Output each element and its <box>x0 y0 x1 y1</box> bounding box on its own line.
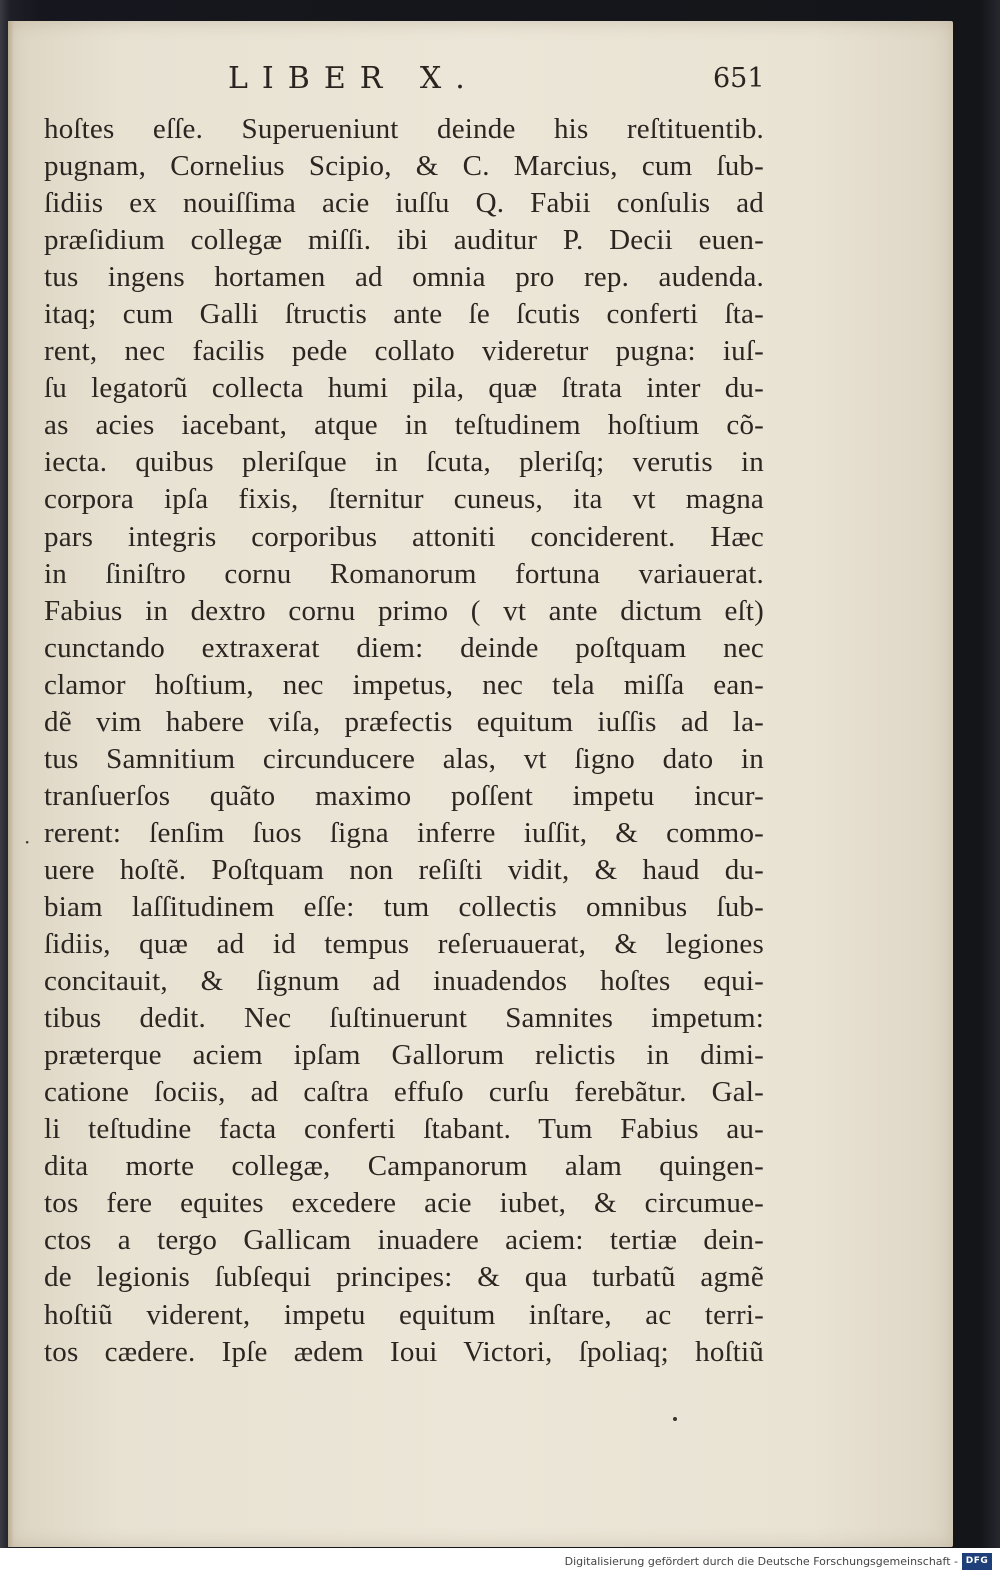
digitization-footer <box>0 1548 1000 1576</box>
margin-mark: · <box>24 830 31 854</box>
page-edge-shadow <box>8 21 14 1547</box>
text-line: de legionis ſubſequi principes: & qua turbatũ agmẽ <box>44 1261 764 1294</box>
text-line: ctos a tergo Gallicam inuadere aciem: tertiæ dein- <box>44 1224 764 1257</box>
text-line: hoſtes eſſe. Superueniunt deinde his reſtituentib. <box>44 113 764 145</box>
text-line: itaq; cum Galli ſtructis ante ſe ſcutis conferti ſta- <box>44 298 764 331</box>
text-line: ſidiis, quæ ad id tempus reſeruauerat, & legiones <box>44 928 764 961</box>
text-line: ſidiis ex nouiſſima acie iuſſu Q. Fabii conſulis ad <box>44 187 764 220</box>
text-line: concitauit, & ſignum ad inuadendos hoſtes equi- <box>44 965 764 998</box>
text-line: rerent: ſenſim ſuos ſigna inferre iuſſit, & commo- <box>44 816 764 849</box>
text-line: pars integris corporibus attoniti conciderent. Hæc <box>44 520 764 553</box>
funding-credit: Digitalisierung gefördert durch die Deutsche Forschungsgemeinschaft - <box>564 1555 958 1568</box>
text-line: pugnam, Cornelius Scipio, & C. Marcius, cum ſub- <box>44 150 764 183</box>
text-line: hoſtiũ viderent, impetu equitum inſtare, ac terri- <box>44 1298 764 1331</box>
text-line: tos cædere. Ipſe ædem Ioui Victori, ſpoliaq; hoſtiũ <box>44 1335 764 1368</box>
page-number: 651 <box>713 63 765 94</box>
body-text <box>44 111 764 1371</box>
text-line: tus ingens hortamen ad omnia pro rep. audenda. <box>44 261 764 294</box>
text-line: ſu legatorũ collecta humi pila, quæ ſtrata inter du- <box>44 372 764 405</box>
text-line: præſidium collegæ miſſi. ibi auditur P. Decii euen- <box>44 224 764 257</box>
ink-speck <box>673 1417 677 1421</box>
text-line: tus Samnitium circunducere alas, vt ſigno dato in <box>44 742 764 775</box>
text-line: as acies iacebant, atque in teſtudinem hoſtium cõ- <box>44 409 764 442</box>
text-line: præterque aciem ipſam Gallorum relictis in dimi- <box>44 1039 764 1072</box>
text-line: rent, nec facilis pede collato videretur pugna: iuſ- <box>44 335 764 368</box>
text-line: cunctando extraxerat diem: deinde poſtquam nec <box>44 631 764 664</box>
running-head-title: LIBER X. <box>228 61 479 96</box>
text-line: Fabius in dextro cornu primo ( vt ante dictum eſt) <box>44 594 764 627</box>
text-line: dẽ vim habere viſa, præfectis equitum iuſſis ad la- <box>44 705 764 738</box>
text-line: catione ſociis, ad caſtra effuſo curſu ferebãtur. Gal- <box>44 1076 764 1109</box>
book-page <box>8 21 953 1547</box>
text-line: li teſtudine facta conferti ſtabant. Tum Fabius au- <box>44 1113 764 1146</box>
text-line: tibus dedit. Nec ſuſtinuerunt Samnites impetum: <box>44 1002 764 1035</box>
text-line: iecta. quibus pleriſque in ſcuta, pleriſq; verutis in <box>44 446 764 479</box>
dfg-logo: DFG <box>962 1553 992 1570</box>
text-line: biam laſſitudinem eſſe: tum collectis omnibus ſub- <box>44 890 764 923</box>
text-line: in ſiniſtro cornu Romanorum fortuna variauerat. <box>44 557 764 590</box>
text-line: dita morte collegæ, Campanorum alam quingen- <box>44 1150 764 1183</box>
text-line: uere hoſtẽ. Poſtquam non reſiſti vidit, & haud du- <box>44 853 764 886</box>
running-head <box>8 61 953 101</box>
text-line: tos fere equites excedere acie iubet, & circumue- <box>44 1187 764 1220</box>
text-line: clamor hoſtium, nec impetus, nec tela miſſa ean- <box>44 668 764 701</box>
text-line: corpora ipſa fixis, ſternitur cuneus, ita vt magna <box>44 483 764 516</box>
text-line: tranſuerſos quãto maximo poſſent impetu incur- <box>44 779 764 812</box>
